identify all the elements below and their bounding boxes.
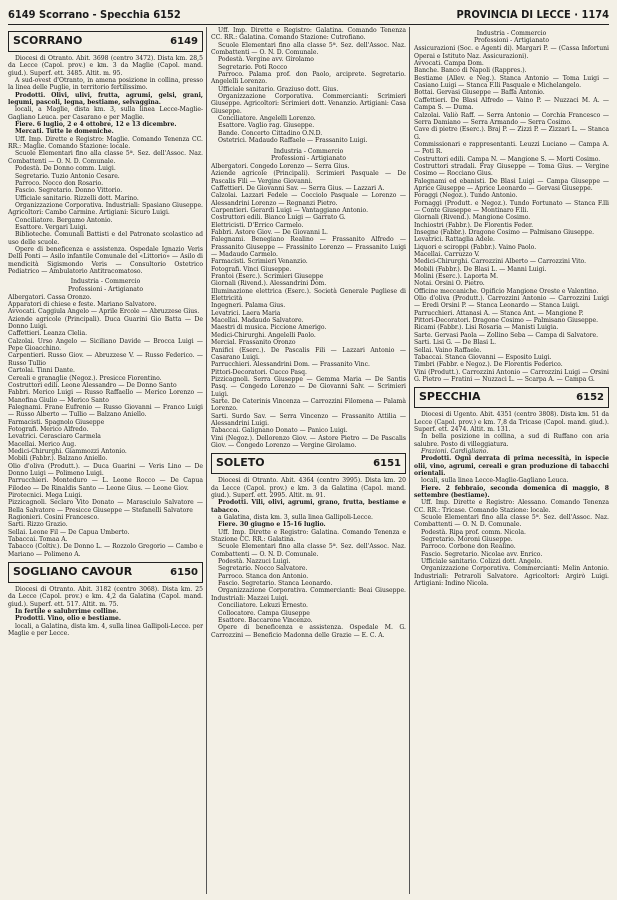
section-title-text: Industria - Commercio Professioni - Artigianato <box>270 147 347 162</box>
directory-entry: Sarti. Surdo Sav. — Serra Vincenzo — Frassanito Attilia — Alessandrini Luigi. <box>211 412 406 427</box>
directory-entry: Timbri (Fabbr. e Negoz.). De Florentis Federico. <box>414 361 563 369</box>
office-line: Conciliatore. Bergamo Antonio. <box>15 216 113 224</box>
directory-entry: Carpentieri. Russo Giov. — Abruzzese V. — Russo Federico. — Russo Tullio <box>8 352 203 367</box>
office-line: Parroco. Nocco don Rosario. <box>15 179 104 187</box>
directory-entry: Tabaccai. Tomaa A. <box>8 536 68 544</box>
office-line: Ufficiale sanitario. Colizzi dott. Angelo. <box>421 558 543 566</box>
directory-entry: Parrucchieri. Attanasi A. — Stanca Ant. — Mangione P. <box>414 309 584 317</box>
town-station: a Galatina, dista km. 3, sulla linea Gallipoli-Lecce. <box>218 514 373 522</box>
section-title <box>211 148 406 162</box>
directory-entry: Banche. Banco di Napoli (Rappres.). <box>414 67 527 75</box>
directory-entry: Levatrici. Laera Maria <box>211 309 281 317</box>
directory-entry: Pirotecnici. Mega Luigi. <box>8 492 83 499</box>
directory-entry: Sellai. Vaino Raffaele. <box>414 346 482 354</box>
town-heading-scorrano <box>8 31 203 52</box>
town-desc: In bella posizione in collina, a sud di Ruffano con aria salubre. Posto di villeggiatura. <box>414 433 609 448</box>
directory-entry: Assicurazioni (Soc. e Agenti di). Margari P. — (Cassa Infortuni Operai e Istituto Naz. Assicurazioni). <box>414 45 609 60</box>
office-line: Uff. Imp. Dirette e Registro: Galatina. Comando Tenenza CC. RR.: Galatina. Comando Stazione: Cutrofiano. <box>211 27 406 42</box>
office-line: Opere di beneficenza e assistenza. Ospedale M. G. Carrozzini — Beneficio Madonna delle Grazie — E. C. A. <box>211 624 406 639</box>
directory-entry: Macellai. Carruzzo V. <box>414 251 480 259</box>
directory-entry: Cave di pietre (Eserc.). Braj P. — Zizzi P. — Zizzari L. — Stanca G. <box>414 126 609 141</box>
office-list <box>211 529 406 639</box>
town-heading-sogliano <box>8 562 203 583</box>
office-line: Conciliatore. Angelelli Lorenzo. <box>218 115 316 123</box>
office-line: Esattore. Baccarone Vincenzo. <box>218 616 313 624</box>
directory-entry: Medici-Chirurghi. Angelelli Paolo. <box>211 331 316 339</box>
directory-entry: Carpentieri. Gerardi Luigi — Vantaggiano Antonio. <box>211 206 369 214</box>
directory-entry: Commissionari e rappresentanti. Leuzzi Luciano — Campa A. — Poti R. <box>414 140 609 156</box>
entry-list <box>8 294 203 558</box>
town-station: locali, sulla linea Lecce-Maglie-Gagliano Leuca. <box>421 477 569 485</box>
directory-entry: Apparatori di chiese e feste. Mariano Salvatore. <box>8 301 157 309</box>
directory-entry: Macellai. Merico Aug. <box>8 440 77 448</box>
office-line: Conciliatore. Lekuzi Ernesto. <box>218 602 308 610</box>
office-line: Parroco. Palama prof. don Paolo, arciprete. Segretario. Angelelli Lorenzo. <box>211 71 406 86</box>
directory-entry: Fabbri. Merico Luigi — Russo Raffaello — Merico Lorenzo — Manofina Giulio — Merico Santo <box>8 389 203 404</box>
town-intro: Diocesi di Otranto. Abit. 3182 (centro 3068). Dista km. 25 da Lecce (Capol. prov.) e km. 4,2 da Galatina (Capol. mand. giud.). Superf. ett. 517. Altit. m. 75. <box>8 586 203 608</box>
directory-entry: Caffettieri. Leanza Clelia. <box>8 330 88 338</box>
directory-entry: Albergatori. Congedo Lorenzo — Serra Gius. <box>211 162 350 170</box>
directory-entry: Frantoi (Eserc.). Scrimieri Giuseppe <box>211 273 324 281</box>
directory-entry: Cartolai. Tinni Dante. <box>8 367 75 375</box>
directory-entry: Avvocati. Campa Dom. <box>414 60 484 68</box>
office-line: Organizzazione Corporativa. Industriali: Spasiano Giuseppe. Agricoltori: Cambo Carmine. Artigiani: Sicuro Luigi. <box>8 201 203 217</box>
directory-entry: Costruttori edili. Bianco Luigi — Garrato G. <box>211 214 346 222</box>
office-line: Scuole Elementari fino alla classe 5ª. Sez. dell'Assoc. Naz. Combattenti — O. N. D. Comunale. <box>211 543 406 558</box>
office-line: Ufficiale sanitario. Graziuso dott. Gius. <box>218 85 339 93</box>
directory-entry: Vini (Negoz.). Dellorenzo Giov. — Astore Pietro — De Pascalis Giov. — Congedo Lorenzo — Vergine Girolamo. <box>211 434 406 449</box>
town-heading-specchia <box>414 387 609 408</box>
directory-entry: Falegnami. Frane Eufrenio — Russo Giovanni — Franco Luigi — Russo Alberto — Tullio — Balzano Aniello. <box>8 403 203 419</box>
office-line: Segretario. Tuzio Antonio Cesare. <box>15 172 120 180</box>
directory-entry: Pizzicagnoli. Serra Giuseppe — Gemma Maria — De Santis Pasq. — Congedo Lorenzo — De Giovanni Salv. — Scrimieri Luigi. <box>211 375 406 398</box>
column-1 <box>8 27 207 894</box>
directory-entry: Ingegneri. Palama Gius. <box>211 302 286 310</box>
office-line: Podestà. Ripa prof. comm. Nicola. <box>421 528 526 536</box>
town-frazioni: Frazioni. Cardigliano. <box>421 447 489 455</box>
directory-entry: Farmacisti. Spagnolo Giuseppe <box>8 418 105 426</box>
directory-entry: Bottai. Gervasi Giuseppe — Baffa Antonio. <box>414 89 545 97</box>
directory-entry: Fotografi. Merico Alfredo. <box>8 425 89 433</box>
office-list <box>414 499 609 587</box>
directory-entry: Tabaccai. Galignano Donato — Panico Luigi. <box>211 427 348 435</box>
town-intro: Diocesi di Otranto. Abit. 4364 (centro 3995). Dista km. 20 da Lecce (Capol. prov.) e km. 3 da Galatina (Capol. mand. giud.). Superf. ett. 2995. Altit. m. 91. <box>211 477 406 499</box>
office-line: Bande. Concerto Cittadino O.N.D. <box>218 129 323 137</box>
directory-entry: Officine meccaniche. Opificio Mangione Oreste e Valentino. <box>414 287 599 295</box>
column-3 <box>414 27 609 894</box>
town-station: locali, a Galatina, dista km. 4, sulla linea Gallipoli-Lecce. per Maglie e per Lecce. <box>8 622 203 638</box>
directory-entry: Falegnami. Benegiano Realino — Frassanito Alfredo — Frassanito Giuseppe — Frassinito Lorenzo — Frassanito Luigi — Madaudo Carmelo. <box>211 236 406 259</box>
directory-entry: Fabbri. Astore Giov. — De Giovanni L. <box>211 229 328 236</box>
directory-entry: Mobili (Fabbr.). De Blasi L. — Manni Luigi. <box>414 265 547 273</box>
town-fiere: Fiere. 30 giugno e 15-16 luglio. <box>218 521 326 529</box>
office-line: Scuole Elementari fino alla classe 5ª. Sez. dell'Assoc. Naz. Combattenti — O. N. D. Comunale. <box>414 514 609 529</box>
office-line: Opere di beneficenza e assistenza. Ospedale Ignazio Veris Delli Ponti — Asilo infantile Comunale del «Littorio» — Asilo di mendicità Sigismondo Veris — Consultorio Ostetrico Pediatrico — Ambulatorio Antitracomatoso. <box>8 245 203 275</box>
page-header <box>8 4 609 25</box>
directory-entry: Levatrici. Rattaglia Adele. <box>414 236 495 244</box>
entry-list <box>211 163 406 449</box>
town-code: 6152 <box>576 392 604 404</box>
office-line: Parroco. Corbone don Realino. <box>421 543 516 551</box>
directory-entry: Sarte. Gervasi Paola — Zollino Seba — Campa di Salvatore. <box>414 331 599 339</box>
office-line: Segretario. Poti Rocco <box>218 63 288 71</box>
office-line: Esattore. Vergari Luigi. <box>15 223 88 231</box>
town-fiere: Fiere. 2 febbraio, seconda domenica di maggio, 8 settembre (bestiame). <box>414 484 609 499</box>
directory-entry: Aziende agricole (Principali). Scrimieri Pasquale — De Pascalis Fili — Vergine Giovanni. <box>211 170 406 185</box>
town-products: Prodotti. Olivi, ulivi, frutta, agrumi, gelsi, grani, legumi, pascoli, legna, bestiame, selvaggina. <box>8 91 203 107</box>
directory-entry: Farmacisti. Scrimieri Venanzio. <box>211 258 308 266</box>
office-line: Scuole Elementari fino alla classe 5ª. Sez. dell'Assoc. Naz. Combattenti — O. N. D. Comunale. <box>211 41 406 57</box>
directory-entry: Pittori-Decoratori. Cucco Pasq. <box>211 368 307 376</box>
town-fiere: Fiere. 6 luglio, 2 e 4 ottobre, 12 e 13 dicembre. <box>15 121 177 129</box>
header-left: 6149 Scorrano - Specchia 6152 <box>8 7 181 21</box>
directory-entry: Parrucchieri. Alessandrini Dom. — Frassanito Vinc. <box>211 361 370 369</box>
directory-entry: Cereali e granaglie (Negoz.). Presicce Fiorentino. <box>8 374 162 382</box>
directory-entry: Panifici (Eserc.). De Pascalis Fili — Lazzari Antonio — Casarano Luigi. <box>211 346 406 361</box>
office-line: Ufficiale sanitario. Rizzelli dott. Marino. <box>15 194 139 202</box>
directory-entry: Falegnami ed ebanisti. De Blasi Luigi — Campa Giuseppe — Aprice Giuseppe — Aprice Leonardo — Gervasi Giuseppe. <box>414 177 609 192</box>
directory-entry: Sellai. Leone Fil — De Capua Umberto. <box>8 528 130 536</box>
office-line: Esattore. Vaglio rag. Giuseppe. <box>218 122 315 130</box>
directory-entry: Fotografi. Vinci Giuseppe. <box>211 265 292 273</box>
directory-entry: Costruttori edili. Campa N. — Mangione S. — Morti Cosimo. <box>414 155 601 163</box>
town-code: 6151 <box>373 458 401 470</box>
office-line: Segretario. Moroni Giuseppe. <box>421 536 513 544</box>
town-name: SOGLIANO CAVOUR <box>13 565 133 579</box>
directory-entry: Vini (Produtt.). Carrozzini Antonio — Carrozzini Luigi — Orsini G. Pietro — Fratini — Nuzzaci L. — Scarpa A. — Campa G. <box>414 368 609 383</box>
directory-entry: Notai. Orsini O. Pietro. <box>414 280 485 288</box>
office-line: Segretario. Nocco Salvatore. <box>218 565 308 573</box>
town-desc: A sud-ovest d'Otranto, in amena posizione in collina, presso la linea delle Puglie, in territorio fertilissimo. <box>8 77 203 92</box>
directory-entry: Calzolai. Lazzari Fedele — Cocciolo Pasquale — Lorenzo — Alessandrini Lorenzo — Regnanzi Pietro. <box>211 192 406 207</box>
directory-entry: Illuminazione elettrica (Eserc.). Società Generale Pugliese di Elettricità <box>211 287 406 303</box>
town-station: locali, a Maglie, dista km. 3, sulla linea Lecce-Maglie-Gagliano Leuca. per Casarano e per Maglie. <box>8 106 203 121</box>
office-line: Fascio. Segretario. Donno Vittorio. <box>15 187 123 195</box>
office-list <box>8 136 203 276</box>
directory-entry: Macellai. Madaudo Salvatore. <box>211 317 304 325</box>
directory-entry: Albergatori. Cassa Oronzo. <box>8 293 92 301</box>
directory-entry: Sarti. Rizzo Grazio. <box>8 521 68 529</box>
town-products: Prodotti. Ogni derrata di prima necessità, in ispecie olii, vino, agrumi, cereali e gran produzione di tabacchi orientali. <box>414 455 609 477</box>
directory-entry: Mercial. Frassanito Oronzo <box>211 339 296 347</box>
directory-entry: Caffettieri. De Blasi Alfredo — Vaino P. — Nuzzaci M. A. — Campa S. — Duma. <box>414 96 609 112</box>
directory-entry: Medici-Chirurghi. Giammozzi Antonio. <box>8 447 127 455</box>
directory-entry: Olio d'oliva (Produtt.). — Duca Guarini — Veris Lino — De Donno Luigi — Polimeno Luigi. <box>8 462 203 477</box>
directory-entry: Liquori e sciroppi (Fabbr.). Vaino Paolo. <box>414 243 537 251</box>
directory-entry: Elettricisti. D'Errico Carmelo. <box>211 221 304 229</box>
column-2 <box>211 27 410 894</box>
office-line: Podestà. Nazzuci Luigi. <box>218 558 291 566</box>
office-line: Parroco. Stanca don Antonio. <box>218 572 309 580</box>
directory-entry: Calzolai. Valiò Raff. — Serra Antonio — Corchia Francesco — Serra Damiano — Serra Armando — Serra Cosimo. <box>414 111 609 126</box>
town-products: Prodotti. Vino, olio e bestiame. <box>15 615 122 623</box>
directory-entry: Tabaccai. Stanca Giovanni — Esposito Luigi. <box>414 353 552 361</box>
directory-entry: Aziende agricole (Principali). Duca Guarini Gio Batta — De Donno Luigi. <box>8 315 203 331</box>
directory-entry: Parrucchieri. Monteduro — L. Leone Rocco — De Capua Filodeo — De Rinaldis Santo — Leone Gius. — Leone Giov. <box>8 477 203 492</box>
directory-entry: Fornaggi (Produtt. e Negoz.). Tundo Fortunato — Stanca F.lli — Conte Giuseppe — Montinaro F.lli. <box>414 199 609 214</box>
section-title <box>414 30 609 44</box>
office-line: Scuole Elementari fino alla classe 5ª. Sez. dell'Assoc. Naz. Combattenti — O. N. D. Comunale. <box>8 150 203 165</box>
directory-entry: Maestri di musica. Piccione Amerigo. <box>211 324 327 332</box>
office-line: Ostetrici. Madaudo Raffaele — Frassanito Luigi. <box>218 137 368 145</box>
town-intro: Diocesi di Otranto. Abit. 3698 (centro 3472). Dista km. 28,5 da Lecce (Capol. prov.) e km. 3 da Maglie (Capol. mand. giud.). Superf. ett. 3485. Altit. m. 95. <box>8 55 203 77</box>
town-heading-soleto <box>211 453 406 474</box>
section-title <box>8 278 203 292</box>
town-desc: In fertile e salubrrime colline. <box>15 608 119 616</box>
town-code: 6150 <box>170 567 198 579</box>
directory-entry: Olio d'oliva (Produtt.). Carrozzini Antonio — Carrozzini Luigi — Eredi Orsini P. — Stanca Leonardo — Stanca Luigi. <box>414 295 609 310</box>
office-list <box>211 27 406 145</box>
directory-entry: Ricami (Fabbr.). Lisi Rosaria — Manisti Luigia. <box>414 324 559 332</box>
office-line: Organizzazione Corporativa. Commercianti: Scrimieri Giuseppe. Agricoltori: Scrimieri dott. Venanzio. Artigiani: Casa Giuseppe. <box>211 93 406 115</box>
town-mercati: Mercati. Tutte le domeniche. <box>15 128 114 136</box>
directory-entry: Molini (Eserc.). Laporta M. <box>414 273 499 281</box>
office-line: Biblioteche. Comunali Battisti e del Patronato scolastico ad uso delle scuole. <box>8 231 203 246</box>
town-intro: Diocesi di Ugento. Abit. 4351 (centro 3808). Dista km. 51 da Lecce (Capol. prov.) e km. 7,8 da Tricase (Capol. mand. giud.). Superf. ett. 2474. Altit. m. 131. <box>414 411 609 433</box>
directory-entry: Avvocati. Caggiula Angelo — Aprile Ercole — Abruzzese Gius. <box>8 308 200 316</box>
section-title-text: Industria - Commercio Professioni - Artigianato <box>67 278 144 293</box>
directory-entry: Tabacco (Coltiv.). De Donno L. — Rozzolo Gregorio — Cambo e Mariano — Polimeno A. <box>8 543 203 558</box>
office-line: Collocatore. Campa Giuseppe <box>218 609 310 617</box>
directory-entry: Pizzicagnoli. Seclaro Vito Donato — Marasciulo Salvatore — Bella Salvatore — Presicce Giuseppe — Stefanelli Salvatore <box>8 499 203 514</box>
office-line: Uff. Imp. Dirette e Registro: Alessano. Comando Tenenza CC. RR.: Tricase. Comando Stazione: locale. <box>414 499 609 514</box>
directory-entry: Foraggi (Negoz.). Tundo Antonio. <box>414 192 518 200</box>
town-name: SPECCHIA <box>419 390 481 404</box>
town-name: SOLETO <box>216 456 265 470</box>
directory-entry: Costruttori edili. Leone Alessandro — De Donno Santo <box>8 381 177 389</box>
directory-entry: Inchiostri (Fabbr.). De Florentis Feder. <box>414 221 534 229</box>
office-line: Organizzazione Corporativa. Commercianti: Melin Antonio. Industriali: Petraroli Salvatore. Agricoltori: Argirò Luigi. Artigiani: Indino Nicola. <box>414 565 609 588</box>
directory-entry: Sarti. Lisi G. — De Blasi L. <box>414 339 497 347</box>
office-line: Fascio. Segretario. Nicolae avv. Enrico. <box>421 550 543 558</box>
directory-entry: Sarte. De Caterinis Vincenza — Carrozzini Filomena — Palamà Lorenzo. <box>211 397 406 413</box>
header-right: PROVINCIA DI LECCE · 1174 <box>456 7 609 21</box>
town-products: Prodotti. Vili, olivi, agrumi, grano, frutta, bestiame e tabacco. <box>211 499 406 514</box>
directory-entry: Giornali (Rivend.). Mangione Cosimo. <box>414 214 531 222</box>
office-line: Fascio. Segretario. Stanca Leonardo. <box>218 580 333 588</box>
directory-entry: Medici-Chirurghi. Carrozzini Alberto — Carrozzini Vito. <box>414 258 587 266</box>
directory-entry: Bestiame (Allev. e Neg.). Stanca Antonio — Toma Luigi — Casiano Luigi — Stanca F.lli Pasquale e Michelangelo. <box>414 74 609 90</box>
office-line: Podestà. De Donno comm. Luigi. <box>15 165 116 173</box>
office-line: Uff. Imp. Dirette e Registro: Maglie. Comando Tenenza CC. RR.: Maglie. Comando Stazione: locale. <box>8 135 203 151</box>
directory-entry: Calzolai. Urso Angelo — Siciliano Davide — Brocca Luigi — Pepe Gioacchino. <box>8 337 203 353</box>
directory-entry: Mobili (Fabbr.). Balzano Aniello. <box>8 455 108 463</box>
town-name: SCORRANO <box>13 34 83 47</box>
office-line: Uff. Imp. Dirette e Registro: Galatina. Comando Tenenza e Stazione CC. RR.: Galatina. <box>211 528 406 544</box>
entry-list <box>414 45 609 383</box>
directory-entry: Ragionieri. Cosini Francesco. <box>8 514 100 522</box>
directory-entry: Insegne (Fabbr.). Dragone Cosimo — Palmisano Giuseppe. <box>414 229 595 236</box>
directory-entry: Caffettieri. De Giovanni Sav. — Serra Gius. — Lazzari A. <box>211 184 385 192</box>
directory-entry: Costruttori stradali. Fray Giuseppe — Toma Gius. — Vergine Cosimo — Rocciano Gius. <box>414 162 609 178</box>
columns <box>8 27 609 894</box>
section-title-text: Industria - Commercio Professioni - Artigianato <box>473 30 550 45</box>
office-line: Podestà. Vergine avv. Girolamo <box>218 56 314 64</box>
office-line: Organizzazione Corporativa. Commercianti: Beai Giuseppe. Industriali: Mazzei Luigi. <box>211 587 406 602</box>
directory-entry: Giornali (Rivend.). Alessandrini Dom. <box>211 280 327 288</box>
town-code: 6149 <box>170 36 198 47</box>
directory-entry: Pittori-Decoratori. Dragone Cosimo — Palmisano Giuseppe. <box>414 317 599 325</box>
directory-entry: Levatrici. Cerasciaro Carmela <box>8 433 101 441</box>
